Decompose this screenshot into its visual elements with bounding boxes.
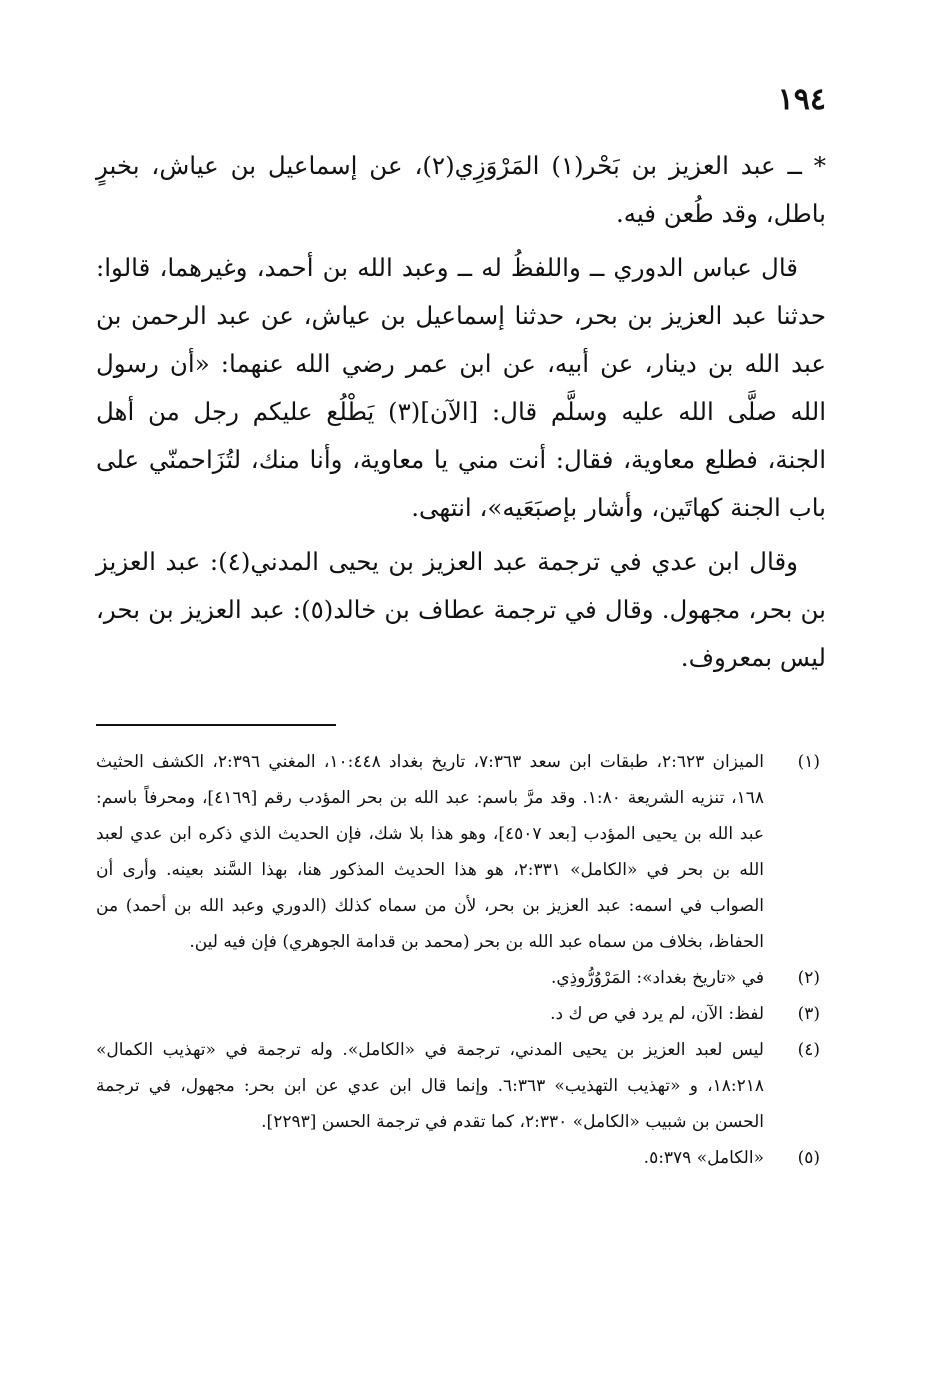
footnote-text: لفظ: الآن، لم يرد في ص ك د. (550, 1004, 764, 1024)
footnote-text: ليس لعبد العزيز بن يحيى المدني، ترجمة في «الكامل». وله ترجمة في «تهذيب الكمال» ١٨:٢١٨، و «تهذيب التهذيب» ٦:٣٦٣. وإنما قال ابن عدي عن ابن بحر: مجهول، في ترجمة الحسن بن شبيب «الكامل» ٢:٣٣٠، كما تقدم في ترجمة الحسن [٢٢٩٣]. (96, 1040, 764, 1132)
footnote-divider (96, 724, 336, 726)
footnote (96, 996, 826, 1032)
footnote-number: (٥) (797, 1148, 820, 1168)
ibn-adi-paragraph: وقال ابن عدي في ترجمة عبد العزيز بن يحيى المدني(٤): عبد العزيز بن بحر، مجهول. وقال في ترجمة عطاف بن خالد(٥): عبد العزيز بن بحر، ليس بمعروف. (96, 547, 826, 672)
narration-paragraph: قال عباس الدوري ــ واللفظُ له ــ وعبد الله بن أحمد، وغيرهما، قالوا: حدثنا عبد العزيز بن بحر، حدثنا إسماعيل بن عياش، عن عبد الرحمن بن عبد الله بن دينار، عن أبيه، عن ابن عمر رضي الله عنهما: «أن رسول الله صلَّى الله عليه وسلَّم قال: [الآن](٣) يَطْلُع عليكم رجل من أهل الجنة، فطلع معاوية، فقال: أنت مني يا معاوية، وأنا منك، لتُزَاحمنّي على باب الجنة كهاتَين، وأشار بإصبَعَيه»، انتهى. (96, 253, 827, 522)
footnote-number: (٤) (797, 1040, 820, 1060)
footnote-text: في «تاريخ بغداد»: المَرْوُرُّوذِي. (550, 968, 764, 988)
footnote-number: (٢) (797, 968, 820, 988)
entry-heading-paragraph: * ــ عبد العزيز بن بَحْر(١) المَرْوَزِي(٢)، عن إسماعيل بن عياش، بخبرٍ باطل، وقد طُعن فيه. (96, 151, 826, 228)
footnote-number: (٣) (797, 1004, 820, 1024)
footnote-text: الميزان ٢:٦٢٣، طبقات ابن سعد ٧:٣٦٣، تاريخ بغداد ١٠:٤٤٨، المغني ٢:٣٩٦، الكشف الحثيث ١٦٨، تنزيه الشريعة ١:٨٠. وقد مرَّ باسم: عبد الله بن بحر المؤدب رقم [٤١٦٩]، ومحرفاً باسم: عبد الله بن يحيى المؤدب [بعد ٤٥٠٧]، وهو هذا بلا شك، فإن الحديث الذي ذكره ابن عدي لعبد الله بن بحر في «الكامل» ٢:٣٣١، هو هذا الحديث المذكور هنا، بهذا السَّند بعينه. وأرى أن الصواب في اسمه: عبد العزيز بن بحر، لأن من سماه كذلك (الدوري وعبد الله بن أحمد) من الحفاظ، بخلاف من سماه عبد الله بن بحر (محمد بن قدامة الجوهري) فإن فيه لين. (96, 752, 764, 952)
footnote (96, 1140, 826, 1176)
footnote (96, 744, 826, 960)
footnote (96, 960, 826, 996)
page-number: ١٩٤ (777, 82, 826, 117)
book-page (96, 80, 826, 1176)
footnote-text: «الكامل» ٥:٣٧٩. (643, 1148, 764, 1168)
footnote-number: (١) (797, 752, 820, 772)
footnote (96, 1032, 826, 1140)
